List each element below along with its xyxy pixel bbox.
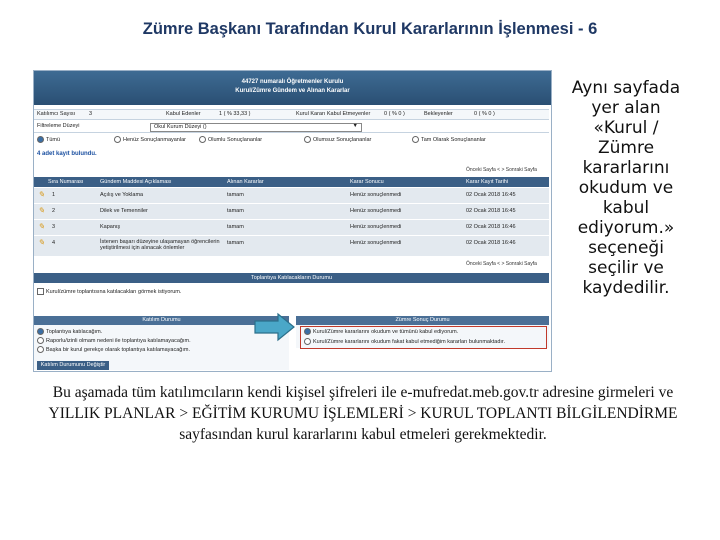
next-page-link[interactable]: Sonraki Sayfa bbox=[505, 261, 537, 267]
option-label: Raporlu/izinli olmam nedeni ile toplantıya katılamayacağım. bbox=[46, 337, 191, 344]
cell-no: 1 bbox=[52, 192, 56, 198]
decision-panel-title bbox=[296, 316, 549, 325]
attendance-option[interactable] bbox=[37, 328, 102, 335]
attendance-panel-title bbox=[34, 316, 289, 325]
instruction-side-text: Aynı sayfada yer alan «Kurul / Zümre kararlarını okudum ve kabul ediyorum.» seçeneği seçilir ve kaydedilir. bbox=[571, 78, 681, 298]
meeting-status-bar bbox=[34, 273, 549, 283]
pending-label: Bekleyenler bbox=[424, 111, 453, 117]
cell-desc: Dilek ve Temenniler bbox=[100, 208, 148, 214]
attendance-option[interactable] bbox=[37, 346, 190, 353]
cell-no: 4 bbox=[52, 240, 56, 246]
summary-bar bbox=[34, 109, 549, 120]
radio-dot-icon bbox=[37, 328, 44, 335]
radio-dot-icon bbox=[37, 346, 44, 353]
table-header bbox=[34, 177, 549, 187]
screen-header bbox=[34, 71, 551, 105]
cell-desc: Kapanış bbox=[100, 224, 121, 230]
radio-all[interactable] bbox=[37, 136, 60, 143]
cell-no: 3 bbox=[52, 224, 56, 230]
cell-result: Henüz sonuçlenmedi bbox=[350, 224, 402, 230]
cell-decision: tamam bbox=[227, 208, 244, 214]
instruction-bottom-text: Bu aşamada tüm katılımcıların kendi kişisel şifreleri ile e-mufredat.meb.gov.tr adresine girmeleri ve YILLIK PLANLAR > EĞİTİM KURUMU İŞLEMLERİ > KURUL TOPLANTI BİLGİLENDİRME sayfasından kurul kararlarını kabul etmeleri gerekmektedir. bbox=[48, 384, 678, 443]
cell-desc: İstenen başarı düzeyine ulaşamayan öğrencilerin yetiştirilmesi için alınacak önlemler bbox=[100, 239, 220, 251]
filter-select[interactable] bbox=[150, 123, 362, 132]
radio-dot-icon bbox=[37, 136, 44, 143]
checkbox-icon bbox=[37, 288, 44, 295]
cell-result: Henüz sonuçlenmedi bbox=[350, 208, 402, 214]
records-found-text: 4 adet kayıt bulundu. bbox=[37, 151, 97, 157]
pager-top: Önceki Sayfa < > Sonraki Sayfa bbox=[466, 167, 537, 173]
filter-selected-value: Okul Kurum Düzeyi () bbox=[154, 124, 207, 130]
cell-decision: tamam bbox=[227, 224, 244, 230]
button-label: Katılım Durumunu Değiştir bbox=[40, 362, 106, 368]
col-header: Alınan Kararlar bbox=[227, 179, 264, 185]
option-label: Toplantıya katılacağım. bbox=[46, 328, 103, 335]
filter-label: Filtreleme Düzeyi bbox=[37, 123, 80, 129]
option-label: Kurul/Zümre kararlarını okudum fakat kabul etmediğim kararları bulunmaktadır. bbox=[313, 338, 505, 345]
meeting-status-title: Toplantıya Katılacakların Durumu bbox=[250, 275, 332, 281]
cell-no: 2 bbox=[52, 208, 56, 214]
pending-value: 0 ( % 0 ) bbox=[474, 111, 495, 117]
cell-date: 02 Ocak 2018 16:45 bbox=[466, 208, 516, 214]
decision-result-panel bbox=[296, 316, 549, 348]
participant-label: Katılımcı Sayısı bbox=[37, 111, 76, 117]
accept-all-option[interactable] bbox=[304, 328, 458, 335]
radio-complete[interactable] bbox=[412, 136, 486, 143]
pointer-arrow-icon bbox=[254, 312, 296, 342]
rejected-value: 0 ( % 0 ) bbox=[384, 111, 405, 117]
option-label: Başka bir kurul gerekçe olarak toplantıya katılamayacağım. bbox=[46, 346, 190, 353]
cell-date: 02 Ocak 2018 16:46 bbox=[466, 240, 516, 246]
col-header: Karar Sonucu bbox=[350, 179, 384, 185]
table-row[interactable] bbox=[34, 220, 549, 236]
slide-title: Zümre Başkanı Tarafından Kurul Kararlarının İşlenmesi - 6 bbox=[142, 20, 598, 38]
panel-title-text: Zümre Sonuç Durumu bbox=[395, 317, 450, 323]
cell-result: Henüz sonuçlenmedi bbox=[350, 192, 402, 198]
edit-pencil-icon[interactable]: ✎ bbox=[38, 222, 45, 231]
radio-positive[interactable] bbox=[199, 136, 262, 143]
rejected-label: Kurul Kararı Kabul Etmeyenler bbox=[296, 111, 371, 117]
radio-dot-icon bbox=[37, 337, 44, 344]
table-row[interactable] bbox=[34, 188, 549, 204]
show-participants-checkbox[interactable] bbox=[37, 288, 181, 295]
next-page-link[interactable]: Sonraki Sayfa bbox=[505, 167, 537, 173]
participant-value: 3 bbox=[89, 111, 93, 117]
radio-pending[interactable] bbox=[114, 136, 186, 143]
radio-dot-icon bbox=[304, 328, 311, 335]
cell-date: 02 Ocak 2018 16:46 bbox=[466, 224, 516, 230]
header-line-1: 44727 numaralı Öğretmenler Kurulu bbox=[241, 79, 344, 85]
edit-pencil-icon[interactable]: ✎ bbox=[38, 238, 45, 247]
radio-label: Henüz Sonuçlanmayanlar bbox=[123, 136, 186, 143]
col-header: Sıra Numarası bbox=[48, 179, 84, 185]
attendance-option[interactable] bbox=[37, 337, 191, 344]
radio-dot-icon bbox=[304, 338, 311, 345]
table-row[interactable] bbox=[34, 236, 549, 257]
checkbox-label: Kurul/zümre toplantısına katılacakları görmek istiyorum. bbox=[46, 288, 182, 295]
radio-label: Olumlu Sonuçlananlar bbox=[208, 136, 263, 143]
edit-pencil-icon[interactable]: ✎ bbox=[38, 206, 45, 215]
accepted-label: Kabul Edenler bbox=[166, 111, 201, 117]
radio-negative[interactable] bbox=[304, 136, 371, 143]
option-label: Kurul/Zümre kararlarını okudum ve tümünü kabul ediyorum. bbox=[313, 328, 459, 335]
partial-reject-option[interactable] bbox=[304, 338, 505, 345]
radio-label: Olumsuz Sonuçlananlar bbox=[313, 136, 372, 143]
cell-desc: Açılış ve Yoklama bbox=[100, 192, 144, 198]
chevron-down-icon: ▼ bbox=[352, 123, 358, 129]
accepted-value: 1 ( % 33,33 ) bbox=[219, 111, 251, 117]
cell-decision: tamam bbox=[227, 192, 244, 198]
radio-label: Tümü bbox=[46, 136, 61, 143]
cell-result: Henüz sonuçlenmedi bbox=[350, 240, 402, 246]
col-header: Gündem Maddesi Açıklaması bbox=[100, 179, 172, 185]
radio-dot-icon bbox=[199, 136, 206, 143]
edit-pencil-icon[interactable]: ✎ bbox=[38, 190, 45, 199]
radio-label: Tam Olarak Sonuçlananlar bbox=[421, 136, 486, 143]
prev-page-link[interactable]: Önceki Sayfa bbox=[466, 261, 496, 267]
radio-dot-icon bbox=[412, 136, 419, 143]
radio-dot-icon bbox=[114, 136, 121, 143]
panel-title-text: Katılım Durumu bbox=[142, 317, 181, 323]
header-line-2: Kurul/Zümre Gündem ve Alınan Kararlar bbox=[235, 88, 350, 94]
change-attendance-button[interactable] bbox=[37, 361, 109, 370]
table-row[interactable] bbox=[34, 204, 549, 220]
prev-page-link[interactable]: Önceki Sayfa bbox=[466, 167, 496, 173]
status-radio-group bbox=[34, 135, 549, 145]
cell-decision: tamam bbox=[227, 240, 244, 246]
radio-dot-icon bbox=[304, 136, 311, 143]
pager-bottom: Önceki Sayfa < > Sonraki Sayfa bbox=[466, 261, 537, 267]
cell-date: 02 Ocak 2018 16:45 bbox=[466, 192, 516, 198]
col-header: Karar Kayıt Tarihi bbox=[466, 179, 509, 185]
